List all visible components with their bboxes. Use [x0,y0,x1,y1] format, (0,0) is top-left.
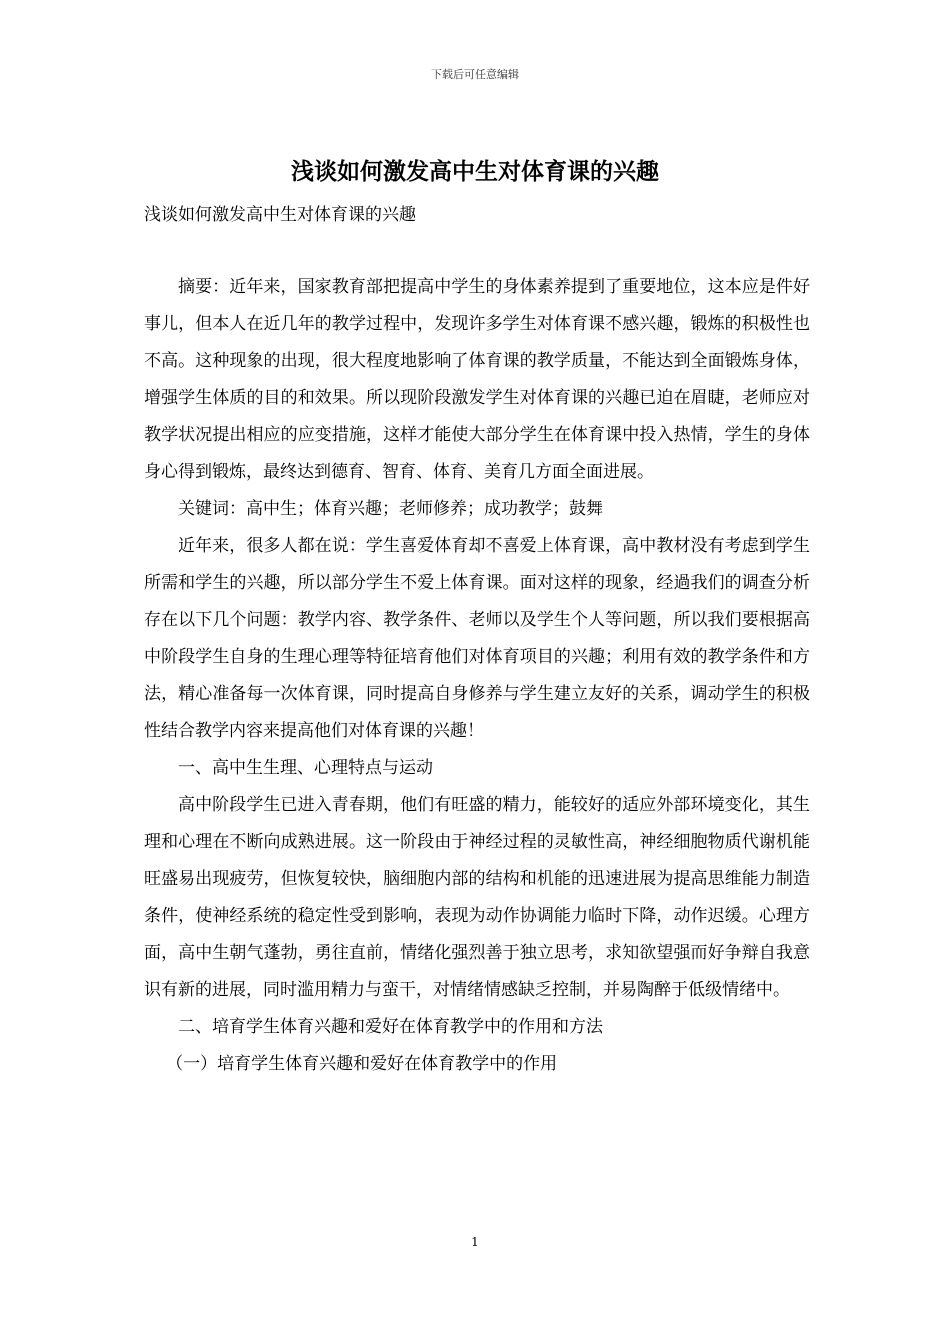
document-title: 浅谈如何激发高中生对体育课的兴趣 [291,158,659,185]
document-subtitle: 浅谈如何激发高中生对体育课的兴趣 [144,205,416,225]
page-number: 1 [471,1235,479,1249]
header-note: 下载后可任意编辑 [431,68,519,81]
section-heading-1: 一、高中生生理、心理特点与运动 [178,758,433,778]
subsection-heading-2-1: （一）培育学生体育兴趣和爱好在体育教学中的作用 [166,1054,558,1074]
section-heading-2: 二、培育学生体育兴趣和爱好在体育教学中的作用和方法 [178,1017,603,1037]
document-body [144,269,810,1083]
section-1-paragraph: 高中阶段学生已进入青春期，他们有旺盛的精力，能较好的适应外部环境变化，其生理和心理在不断向成熟进展。这一阶段由于神经过程的灵敏性高，神经细胞物质代谢机能旺盛易出现疲劳，但恢复较快，脑细胞内部的结构和机能的迅速进展为提高思维能力制造条件，使神经系统的稳定性受到影响，表现为动作协调能力临时下降，动作迟缓。心理方面，高中生朝气蓬勃，勇往直前，情绪化强烈善于独立思考，求知欲望强而好争辩自我意识有新的进展，同时滥用精力与蛮干，对情绪情感缺乏控制，并易陶醉于低级情绪中。 [144,795,810,1000]
keywords-paragraph: 关键词：高中生；体育兴趣；老师修养；成功教学；鼓舞 [178,499,603,519]
intro-paragraph: 近年来，很多人都在说：学生喜爱体育却不喜爱上体育课，高中教材没有考虑到学生所需和学生的兴趣，所以部分学生不爱上体育课。面对这样的现象，经過我们的调查分析存在以下几个问题：教学内容、教学条件、老师以及学生个人等问题，所以我们要根据高中阶段学生自身的生理心理等特征培育他们对体育项目的兴趣；利用有效的教学条件和方法，精心准备每一次体育课，同时提高自身修养与学生建立友好的关系，调动学生的积极性结合教学内容来提高他们对体育课的兴趣！ [144,536,810,741]
abstract-paragraph: 摘要：近年来，国家教育部把提高中学生的身体素养提到了重要地位，这本应是件好事儿，但本人在近几年的教学过程中，发现许多学生对体育课不感兴趣，锻炼的积极性也不高。这种现象的出现，很大程度地影响了体育课的教学质量，不能达到全面锻炼身体，增强学生体质的目的和效果。所以现阶段激发学生对体育课的兴趣已迫在眉睫，老师应对教学状况提出相应的应变措施，这样才能使大部分学生在体育课中投入热情，学生的身体身心得到锻炼，最终达到德育、智育、体育、美育几方面全面进展。 [144,277,810,482]
